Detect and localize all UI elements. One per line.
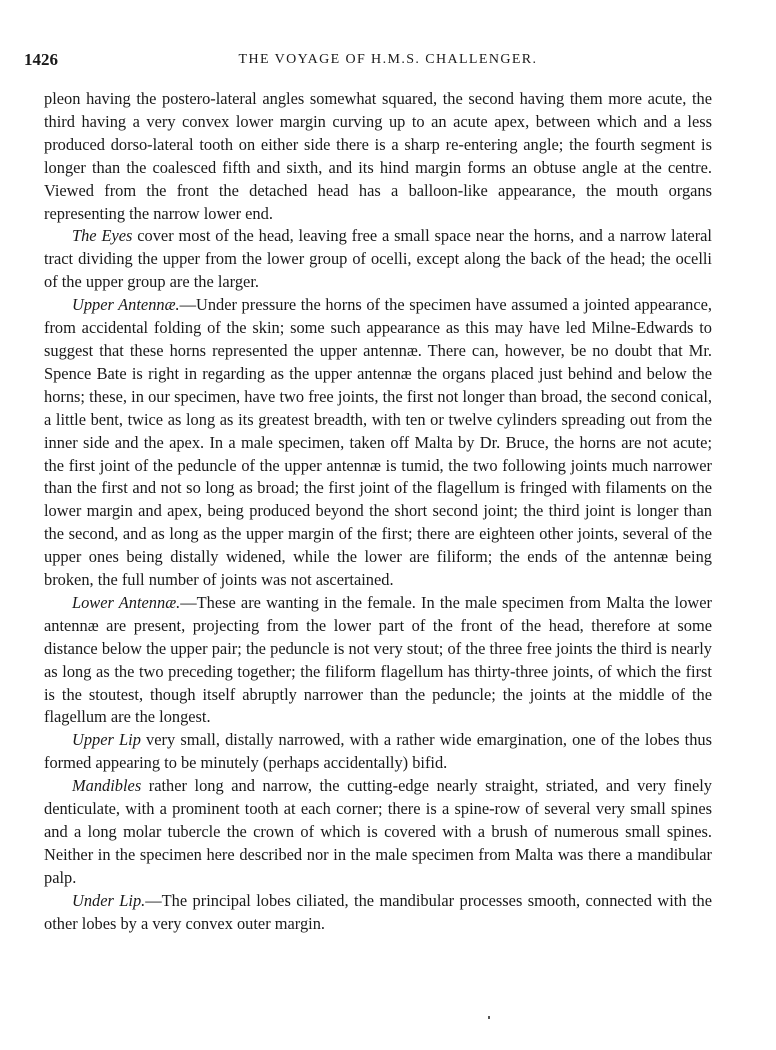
paragraph-upper-antennae [44,294,712,592]
paragraph-text: —The principal lobes ciliated, the mandibular processes smooth, connected with the other lobes by a very convex outer margin. [44,890,712,933]
paragraph-lead: Upper Lip [72,730,141,750]
paragraph-text: pleon having the postero-lateral angles somewhat squared, the second having them more acute, the third having a very convex lower margin curving up to an acute apex, between which and a less produced dorso-lateral tooth on either side there is a sharp re-entering angle; the fourth segment is longer than the coalesced fifth and sixth, and its hind margin forms an obtuse angle at the centre. Viewed from the front the detached head has a balloon-like appearance, the mouth organs representing the narrow lower end. [44,89,712,223]
paragraph-text: —Under pressure the horns of the specimen have assumed a jointed appearance, from accidental folding of the skin; some such appearance as this may have led Milne-Edwards to suggest that these horns represented the upper antennæ. There can, however, be no doubt that Mr. Spence Bate is right in regarding as the upper antennæ the organs placed just behind and below the horns; these, in our specimen, have two free joints, the first not longer than broad, the second conical, a little bent, twice as long as its greatest breadth, with ten or twelve cylinders spreading out from the inner side and the apex. In a male specimen, taken off Malta by Dr. Bruce, the horns are not acute; the first joint of the peduncle of the upper antennæ is tumid, the two following joints much narrower than the first and not so long as broad; the first joint of the flagellum is fringed with filaments on the lower margin and apex, being produced beyond the short second joint; the third joint is longer than the second, and as long as the upper margin of the first; there are eighteen other joints, several of the upper ones being distally widened, while the lower are filiform; the ends of the antennæ being broken, the full number of joints was not ascertained. [44,295,712,590]
print-speck [488,1016,490,1019]
paragraph-eyes [44,225,712,294]
paragraph-text: —These are wanting in the female. In the male specimen from Malta the lower antennæ are present, projecting from the lower part of the front of the head, therefore at some distance below the upper pair; the peduncle is not very stout; of the three free joints the third is nearly as long as the two preceding together; the filiform flagellum has thirty-three joints, of which the first is the stoutest, though itself abruptly narrower than the peduncle; the joints at the middle of the flagellum are the longest. [44,592,713,727]
running-title: THE VOYAGE OF H.M.S. CHALLENGER. [238,52,538,67]
paragraph-lead: Upper Antennæ. [72,295,180,315]
body-text [44,88,712,936]
page-number: 1426 [24,50,58,69]
paragraph-lead: The Eyes [72,226,133,246]
paragraph-lower-antennae [44,592,712,729]
paragraph-upper-lip [44,729,712,775]
paragraph-lead: Mandibles [72,776,142,796]
paragraph-lead: Lower Antennæ. [72,592,181,612]
paragraph-text: rather long and narrow, the cutting-edge nearly straight, striated, and very finely denticulate, with a prominent tooth at each corner; there is a spine-row of several very small spines and a long molar tubercle the crown of which is covered with a brush of numerous small spines. Neither in the specimen here described nor in the male specimen from Malta was there a mandibular palp. [44,776,712,887]
paragraph-text: very small, distally narrowed, with a rather wide emargination, one of the lobes thus formed appearing to be minutely (perhaps accidentally) bifid. [44,730,712,773]
paragraph-pleon [44,88,712,225]
paragraph-lead: Under Lip. [72,890,146,910]
page-header [0,50,776,76]
paragraph-text: cover most of the head, leaving free a small space near the horns, and a narrow lateral tract dividing the upper from the lower group of ocelli, except along the back of the head; the ocelli of the upper group are the larger. [44,226,712,292]
paragraph-under-lip [44,890,712,936]
paragraph-mandibles [44,775,712,890]
